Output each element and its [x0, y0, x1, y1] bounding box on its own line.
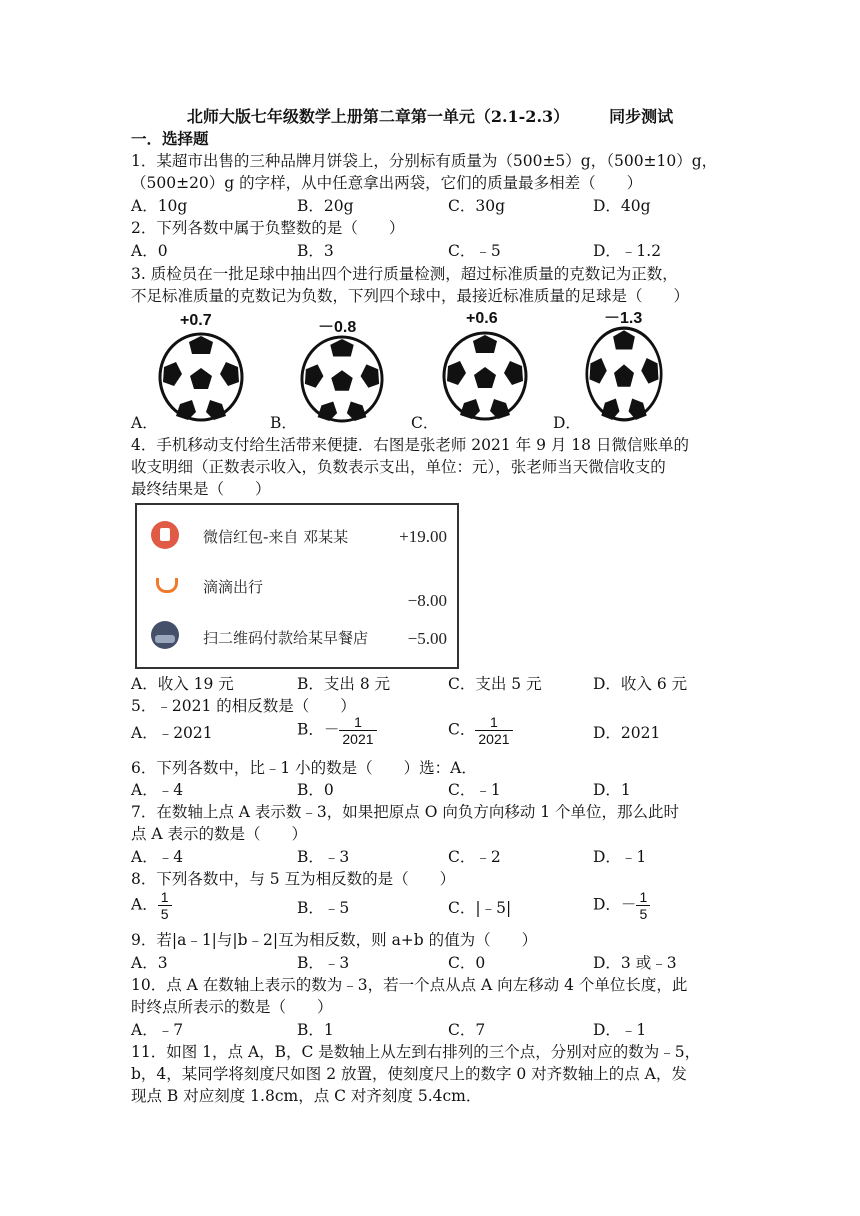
q1-option-b: B．20g — [297, 197, 354, 215]
bill-row — [137, 617, 457, 657]
q5-option-a: A．﹣2021 — [131, 724, 213, 742]
q3-option-b: B． — [270, 414, 297, 432]
bill-description: 滴滴出行 — [203, 578, 264, 596]
q8-option-d-label: D．－ — [593, 895, 637, 914]
q4-option-a: A．收入 19 元 — [131, 675, 234, 693]
q6-option-b: B．0 — [297, 781, 334, 799]
q8-line-1: 8．下列各数中，与 5 互为相反数的是（ ） — [131, 870, 456, 888]
q5-option-c-label: C． — [448, 720, 476, 739]
q2-line-1: 2．下列各数中属于负整数的是（ ） — [131, 219, 405, 237]
q9-option-b: B．﹣3 — [297, 954, 350, 972]
q10-line-1: 10．点 A 在数轴上表示的数为﹣3，若一个点从点 A 向左移动 4 个单位长度，此 — [131, 976, 688, 994]
q2-option-b: B．3 — [297, 242, 334, 260]
q3-option-c: C． — [411, 414, 439, 432]
q4-option-c: C．支出 5 元 — [448, 675, 542, 693]
fraction-denominator: 5 — [639, 906, 648, 922]
q8-option-a — [131, 889, 172, 922]
title-main: 北师大版七年级数学上册第二章第一单元（2.1-2.3） — [186, 107, 570, 126]
fraction-numerator: 1 — [475, 714, 512, 731]
bill-amount: −8.00 — [407, 591, 447, 610]
q1-option-d: D．40g — [593, 197, 651, 215]
q6-line-1: 6．下列各数中，比﹣1 小的数是（ ）选：A． — [131, 759, 477, 777]
soccer-ball-icon — [158, 332, 244, 422]
q1-line-1: 1．某超市出售的三种品牌月饼袋上，分别标有质量为（500±5）g，（500±10）g， — [131, 152, 718, 170]
fraction-denominator: 5 — [160, 906, 169, 922]
wechat-bill-card — [135, 503, 459, 669]
fraction — [475, 714, 512, 747]
q4-option-d: D．收入 6 元 — [593, 675, 688, 693]
q4-option-b: B．支出 8 元 — [297, 675, 391, 693]
title-tail: 同步测试 — [609, 107, 674, 126]
q7-option-a: A．﹣4 — [131, 848, 184, 866]
q3-line-2: 不足标准质量的克数记为负数，下列四个球中，最接近标准质量的足球是（ ） — [131, 287, 690, 305]
q7-option-d: D．﹣1 — [593, 848, 647, 866]
q5-option-b — [297, 714, 377, 747]
q3-option-a: A． — [131, 414, 158, 432]
q9-option-c: C．0 — [448, 954, 486, 972]
bill-amount: −5.00 — [407, 629, 447, 648]
ball-b-label: －0.8 — [318, 319, 357, 336]
fraction-numerator: 1 — [339, 714, 376, 731]
q8-option-d — [593, 889, 650, 922]
q8-option-b: B．﹣5 — [297, 899, 350, 917]
q7-line-1: 7．在数轴上点 A 表示数﹣3，如果把原点 O 向负方向移动 1 个单位，那么此时 — [131, 803, 680, 821]
q10-option-a: A．﹣7 — [131, 1021, 184, 1039]
q9-line-1: 9．若|a﹣1|与|b﹣2|互为相反数，则 a+b 的值为（ ） — [131, 931, 538, 949]
q8-option-c: C．|﹣5| — [448, 899, 512, 917]
q5-option-d: D．2021 — [593, 724, 661, 742]
q10-option-d: D．﹣1 — [593, 1021, 647, 1039]
q11-line-2: b，4，某同学将刻度尺如图 2 放置，使刻度尺上的数字 0 对齐数轴上的点 A，发 — [131, 1065, 687, 1083]
q2-option-d: D．﹣1.2 — [593, 242, 662, 260]
bill-description: 微信红包-来自 邓某某 — [203, 528, 349, 546]
q1-option-a: A．10g — [131, 197, 188, 215]
bill-amount: +19.00 — [399, 527, 447, 546]
soccer-ball-icon — [300, 334, 384, 424]
ball-d-label: －1.3 — [604, 310, 643, 327]
soccer-ball-icon — [585, 326, 663, 422]
q4-line-3: 最终结果是（ ） — [131, 480, 271, 498]
q6-option-a: A．﹣4 — [131, 781, 184, 799]
q10-option-b: B．1 — [297, 1021, 334, 1039]
q2-option-c: C．﹣5 — [448, 242, 501, 260]
q7-line-2: 点 A 表示的数是（ ） — [131, 825, 308, 843]
q10-line-2: 时终点所表示的数是（ ） — [131, 998, 333, 1016]
bill-description: 扫二维码付款给某早餐店 — [203, 629, 369, 647]
q9-option-a: A．3 — [131, 954, 168, 972]
q6-option-d: D．1 — [593, 781, 631, 799]
q5-option-c — [448, 714, 513, 747]
fraction — [158, 889, 172, 922]
fraction-denominator: 2021 — [342, 731, 374, 747]
q8-option-a-label: A． — [131, 895, 158, 914]
shop-avatar-icon — [151, 621, 179, 649]
q9-option-d: D．3 或﹣3 — [593, 954, 677, 972]
q1-line-2: （500±20）g 的字样，从中任意拿出两袋，它们的质量最多相差（ ） — [131, 174, 643, 192]
ball-a-label: +0.7 — [180, 312, 212, 329]
didi-icon — [151, 572, 179, 600]
q2-option-a: A．0 — [131, 242, 168, 260]
q7-option-b: B．﹣3 — [297, 848, 350, 866]
q4-line-2: 收支明细（正数表示收入，负数表示支出，单位：元），张老师当天微信收支的 — [131, 458, 666, 476]
q3-line-1: 3. 质检员在一批足球中抽出四个进行质量检测，超过标准质量的克数记为正数， — [131, 265, 678, 283]
q5-line-1: 5．﹣2021 的相反数是（ ） — [131, 697, 356, 715]
q11-line-1: 11．如图 1，点 A，B，C 是数轴上从左到右排列的三个点，分别对应的数为﹣5， — [131, 1043, 701, 1061]
fraction-numerator: 1 — [158, 889, 172, 906]
q4-line-1: 4．手机移动支付给生活带来便捷．右图是张老师 2021 年 9 月 18 日微信账单的 — [131, 436, 689, 454]
q1-option-c: C．30g — [448, 197, 506, 215]
q10-option-c: C．7 — [448, 1021, 486, 1039]
q7-option-c: C．﹣2 — [448, 848, 501, 866]
q3-option-d: D． — [553, 414, 581, 432]
soccer-ball-icon — [442, 330, 528, 422]
bill-row — [137, 568, 457, 608]
q6-option-c: C．﹣1 — [448, 781, 501, 799]
fraction-denominator: 2021 — [478, 731, 510, 747]
q11-line-3: 现点 B 对应刻度 1.8cm，点 C 对齐刻度 5.4cm． — [131, 1087, 482, 1105]
fraction-numerator: 1 — [636, 889, 650, 906]
fraction — [636, 889, 650, 922]
red-envelope-icon — [151, 521, 179, 549]
section-heading: 一．选择题 — [131, 129, 209, 148]
ball-c-label: +0.6 — [466, 310, 498, 327]
q5-option-b-label: B．－ — [297, 720, 340, 739]
page-title — [0, 104, 860, 127]
bill-row — [137, 515, 457, 555]
fraction — [339, 714, 376, 747]
